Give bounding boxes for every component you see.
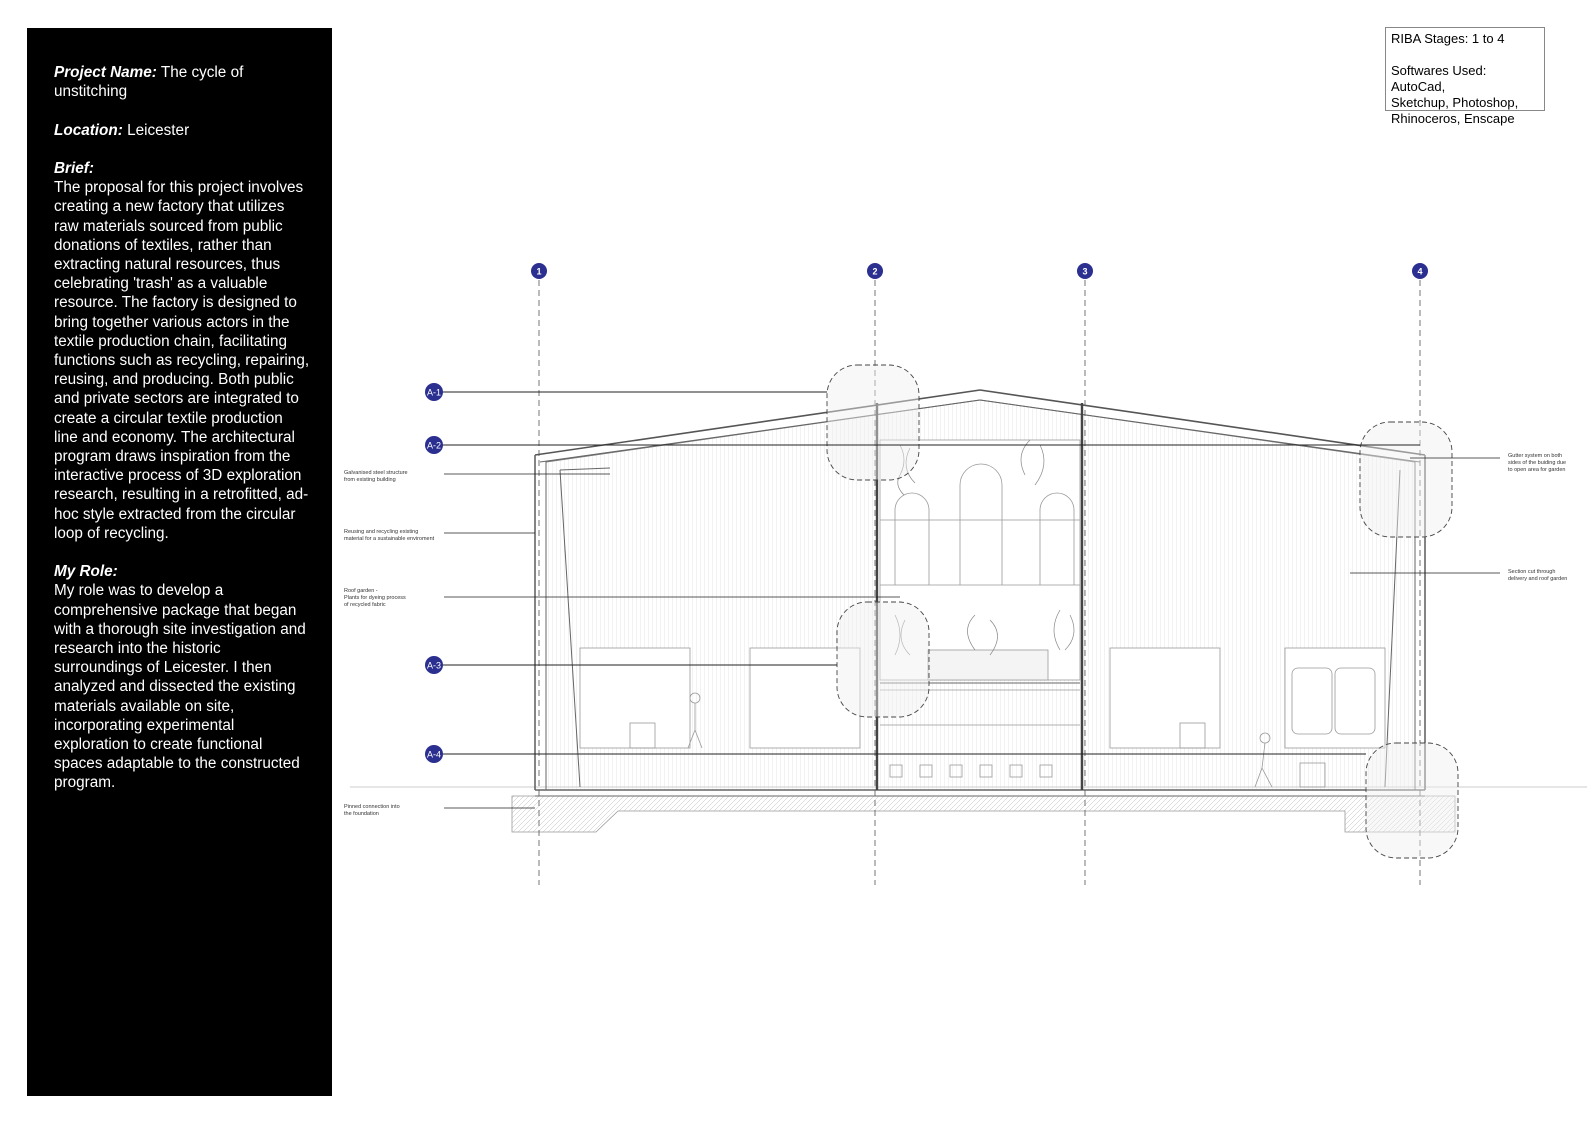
detail-marker-a4-label: A-4 xyxy=(426,749,442,760)
annotation-steel-structure: Galvanised steel structure from existing building xyxy=(344,470,408,483)
project-location: Location: Leicester xyxy=(54,121,190,139)
riba-stages: RIBA Stages: 1 to 4 xyxy=(1391,31,1505,46)
detail-markers xyxy=(425,383,443,763)
annotation-reusing-material: Reusing and recycling existing material for a sustainable enviroment xyxy=(344,529,435,542)
grid-axis-3-label: 3 xyxy=(1082,266,1088,277)
foundation xyxy=(512,796,1455,832)
detail-marker-a3-label: A-3 xyxy=(426,660,442,671)
annotation-roof-garden: Roof garden - Plants for dyeing process of recycled fabric xyxy=(344,588,406,608)
software-line-3: Rhinoceros, Enscape xyxy=(1391,111,1515,126)
annotation-pinned-connection: Pinned connection into the foundation xyxy=(344,804,400,817)
project-role: My Role: My role was to develop a comprehensive package that began with a thorough site investigation and research into the historic surroundings of Leicester. I then analyzed and dissected the existing materials available on site, incorporating experimental exploration to create functional spaces adaptable to the constructed program. xyxy=(54,563,306,792)
software-line-1: Softwares Used: AutoCad, xyxy=(1391,63,1487,94)
detail-marker-a1-label: A-1 xyxy=(426,387,442,398)
grid-axis-markers xyxy=(531,263,1428,279)
grid-axis-2-label: 2 xyxy=(872,266,878,277)
project-brief: Brief: The proposal for this project involves creating a new factory that utilizes raw materials sourced from public donations of textiles, rather than extracting natural resources, thus celebrating 'trash' as a valuable resource. The factory is designed to bring together various actors in the textile production chain, facilitating functions such as recycling, repairing, reusing, and producing. Both public and private sectors are integrated to create a circular textile production line and economy. The architectural program draws inspiration from the interactive process of 3D exploration research, resulting in a retrofitted, ad-hoc style extracted from the circular loop of recycling. xyxy=(54,159,310,542)
software-line-2: Sketchup, Photoshop, xyxy=(1391,95,1519,110)
grid-axis-4-label: 4 xyxy=(1417,266,1423,277)
project-name: Project Name: The cycle of unstitching xyxy=(54,64,244,101)
detail-marker-a2-label: A-2 xyxy=(426,440,442,451)
annotation-section-cut: Section cut through delivery and roof garden xyxy=(1508,569,1568,582)
annotation-gutter-system: Gutter system on both sides of the buiding due to open area for garden xyxy=(1508,453,1567,473)
grid-axis-1-label: 1 xyxy=(536,266,542,277)
